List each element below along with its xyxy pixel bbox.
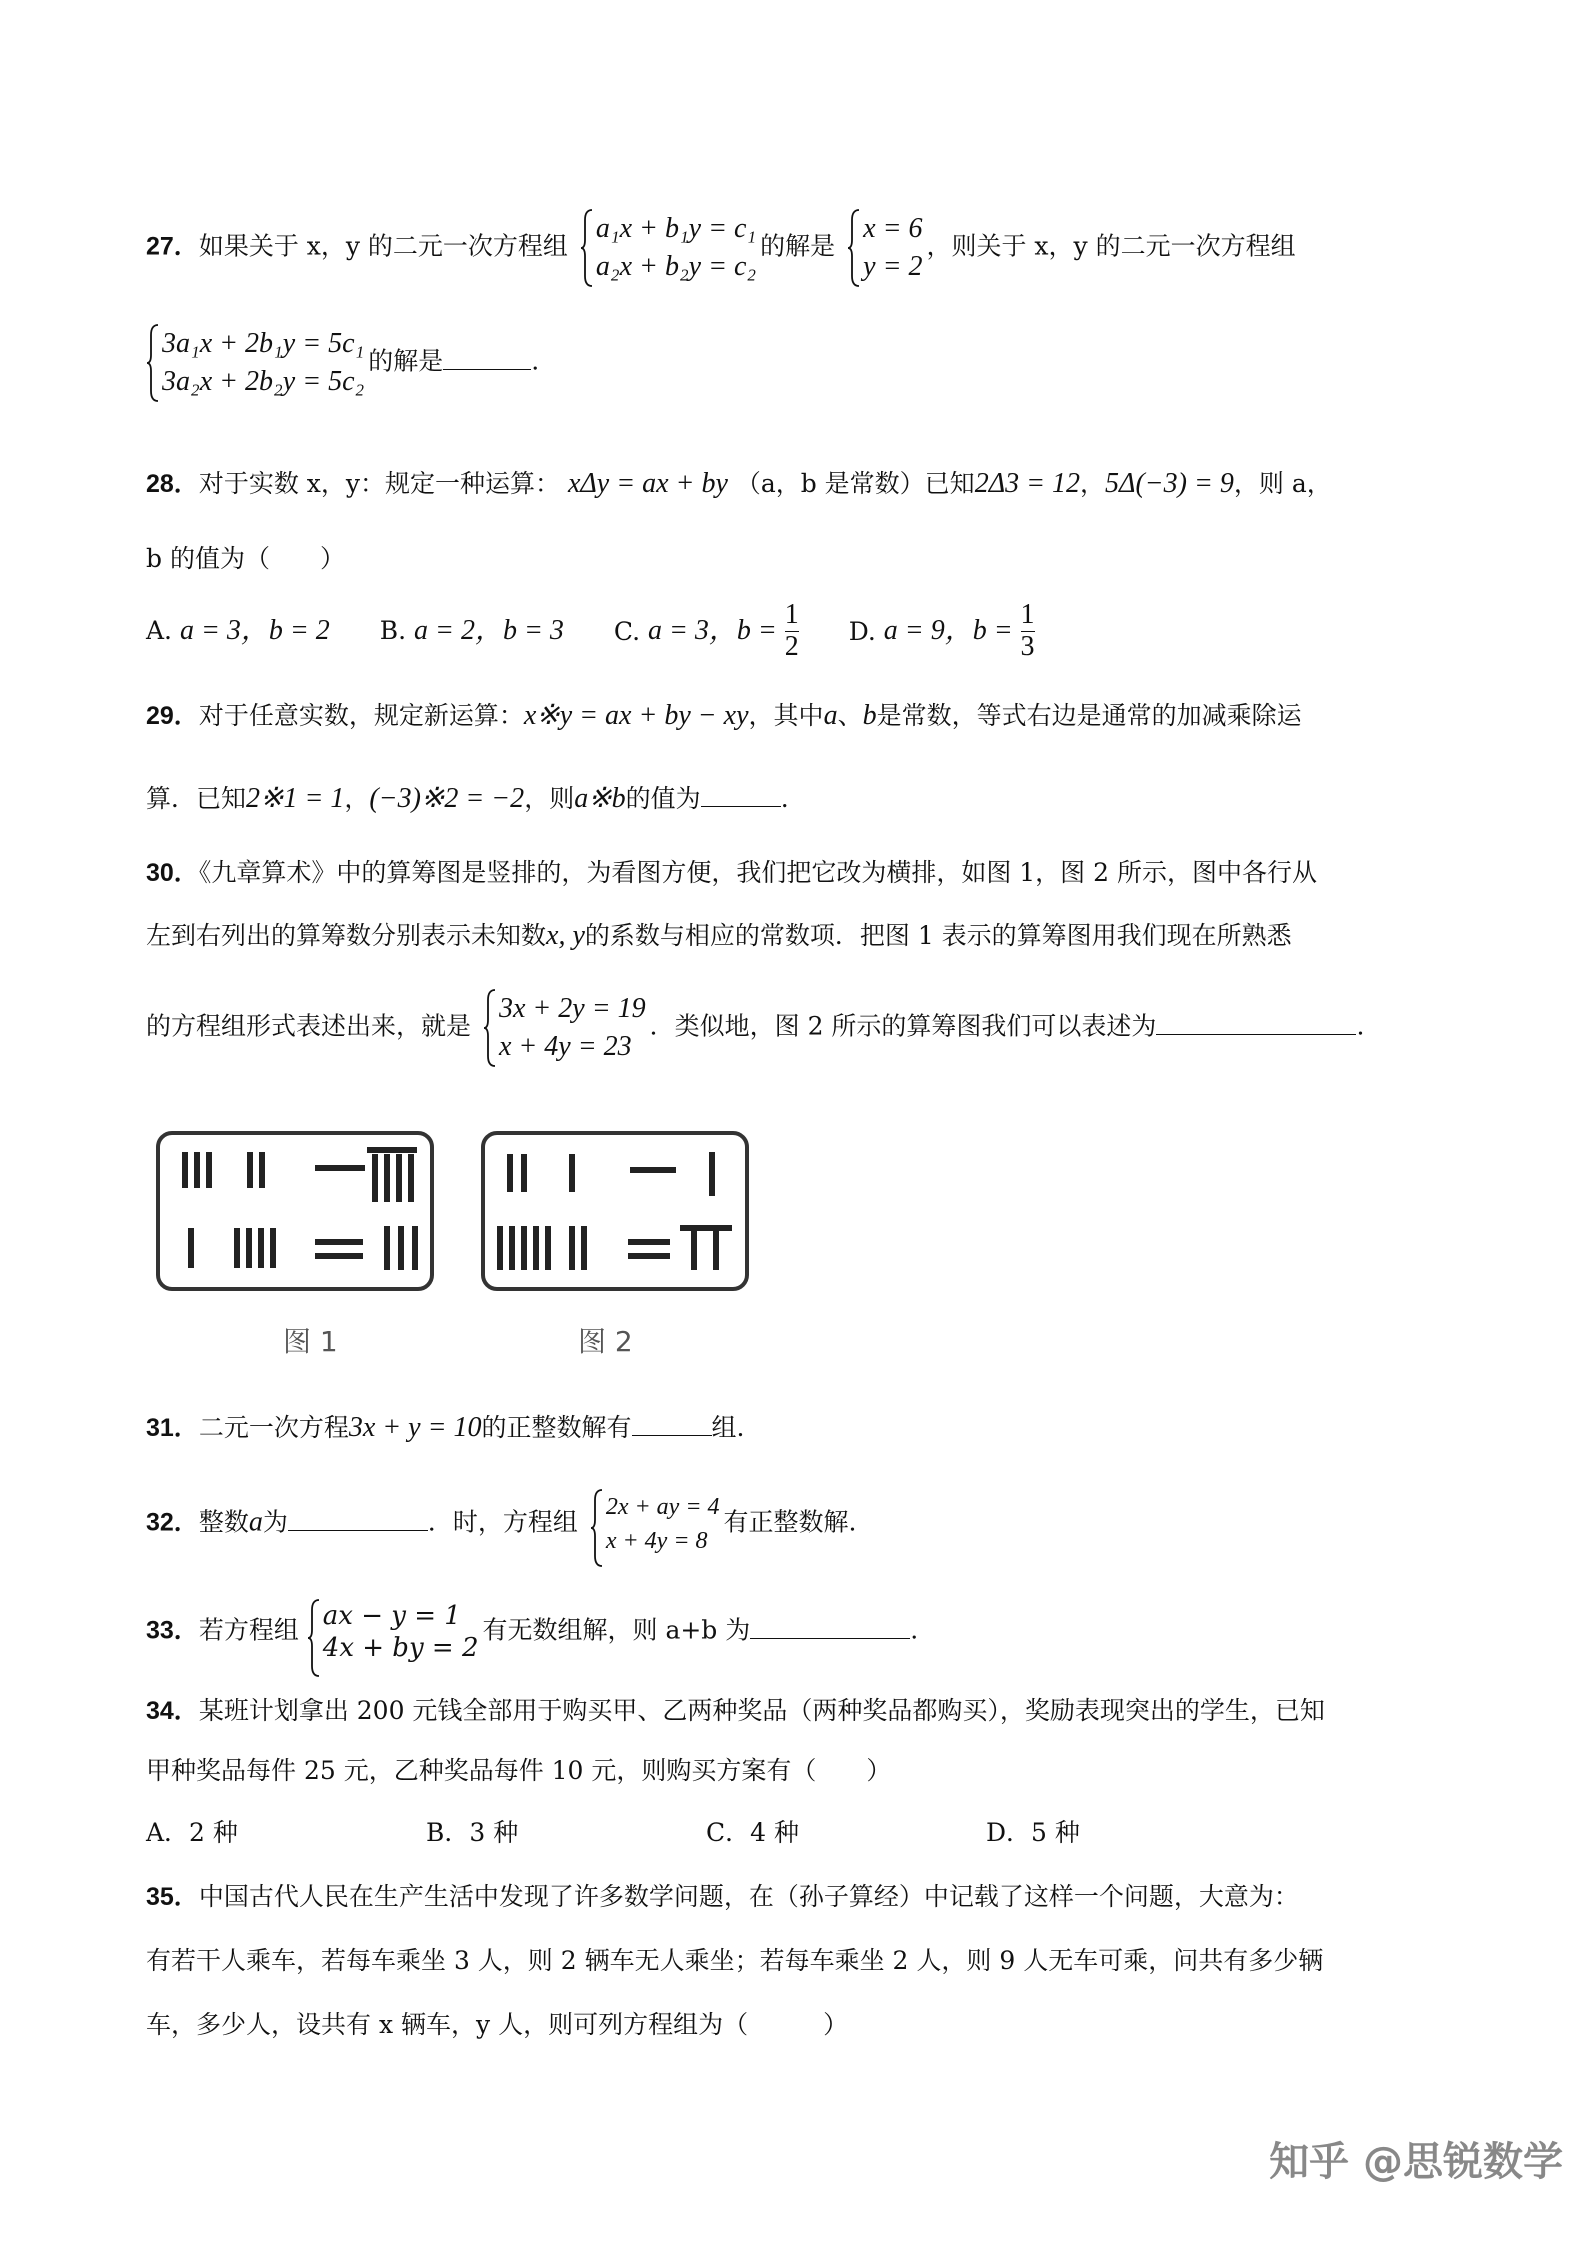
question-number: 32．: [146, 1508, 199, 1537]
question-35-line3: 车，多少人，设共有 x 辆车，y 人，则可列方程组为（ ）: [146, 2010, 849, 2039]
question-number: 27．: [146, 232, 199, 261]
question-28-options: [146, 600, 1146, 663]
option-c[interactable]: C. a = 3，b = $\frac{1}{2}$: [613, 599, 799, 662]
option-b[interactable]: B. a = 2，b = 3: [379, 615, 564, 647]
equation-system: 2x + ay = 4 x + 4y = 8: [590, 1490, 720, 1558]
answer-blank: [632, 1434, 712, 1436]
counting-rod-figure-1: [155, 1130, 435, 1292]
fraction: $\frac{1}{2}$: [784, 599, 799, 662]
question-29: 29．对于任意实数，规定新运算：x※y = ax + by − xy，其中a、b是常数，等式右边是通常的加减乘除运: [146, 700, 1302, 731]
option-a[interactable]: A. a = 3，b = 2: [146, 615, 330, 647]
equation-system: 3x + 2y = 19 x + 4y = 23: [483, 990, 646, 1066]
option-d[interactable]: D．5 种: [986, 1818, 1080, 1847]
answer-blank: [701, 805, 781, 807]
question-number: 35．: [146, 1883, 199, 1911]
answer-blank: [750, 1637, 910, 1639]
question-28: 28．对于实数 x，y：规定一种运算： xΔy = ax + by （a，b 是常数）已知2Δ3 = 12，5Δ(−3) = 9，则 a，: [146, 468, 1332, 499]
brace-icon: [483, 988, 497, 1068]
question-30: 30．《九章算术》中的算筹图是竖排的，为看图方便，我们把它改为横排，如图 1，图 2 所示，图中各行从: [146, 858, 1317, 887]
equation-system: a₁x + b₁y = c₁ a₂x + b₂y = c₂: [580, 210, 756, 286]
brace-icon: [590, 1488, 604, 1568]
question-30-line3: 的方程组形式表述出来，就是 3x + 2y = 19 x + 4y = 23 ．类似地，图 2 所示的算筹图我们可以表述为 .: [146, 990, 1364, 1066]
answer-blank: [288, 1529, 428, 1531]
brace-icon: [307, 1598, 321, 1678]
question-number: 33．: [146, 1616, 199, 1645]
equation-system: ax − y = 1 4x + by = 2: [307, 1600, 479, 1664]
figure-1-caption: 图 1: [283, 1325, 338, 1358]
counting-rod-figure-2: [480, 1130, 750, 1292]
question-28-line2: b 的值为（ ）: [146, 544, 345, 573]
question-27: 27．如果关于 x，y 的二元一次方程组 a₁x + b₁y = c₁ a₂x + b₂y = c₂ 的解是 x = 6 y = 2 ，则关于 x，y 的二元一次方程组: [146, 210, 1296, 286]
question-27-line2: 3a₁x + 2b₁y = 5c₁ 3a₂x + 2b₂y = 5c₂ 的解是 .: [146, 325, 539, 401]
figure-2-caption: 图 2: [578, 1325, 633, 1358]
option-c[interactable]: C．4 种: [706, 1818, 799, 1847]
fraction: $\frac{1}{3}$: [1020, 599, 1035, 662]
question-number: 31．: [146, 1414, 199, 1442]
question-35-line2: 有若干人乘车，若每车乘坐 3 人，则 2 辆车无人乘坐；若每车乘坐 2 人，则 9 人无车可乘，问共有多少辆: [146, 1946, 1324, 1975]
question-34-options: [146, 1820, 1146, 1845]
question-number: 29．: [146, 702, 199, 730]
option-a[interactable]: A．2 种: [146, 1818, 238, 1847]
question-29-line2: 算．已知2※1 = 1，(−3)※2 = −2，则a※b的值为 .: [146, 783, 789, 814]
question-34: 34．某班计划拿出 200 元钱全部用于购买甲、乙两种奖品（两种奖品都购买），奖励表现突出的学生，已知: [146, 1696, 1325, 1725]
watermark: 知乎 @思锐数学: [1269, 2139, 1563, 2185]
answer-blank: [1156, 1033, 1356, 1035]
question-34-line2: 甲种奖品每件 25 元，乙种奖品每件 10 元，则购买方案有（ ）: [146, 1756, 892, 1785]
question-number: 34．: [146, 1697, 199, 1725]
equation-system: 3a₁x + 2b₁y = 5c₁ 3a₂x + 2b₂y = 5c₂: [146, 325, 364, 401]
brace-icon: [580, 208, 594, 288]
question-30-line2: 左到右列出的算筹数分别表示未知数x, y的系数与相应的常数项．把图 1 表示的算筹图用我们现在所熟悉: [146, 920, 1292, 951]
question-number: 28．: [146, 470, 199, 498]
question-number: 30．: [146, 859, 199, 887]
option-b[interactable]: B．3 种: [426, 1818, 519, 1847]
answer-blank: [443, 368, 531, 370]
question-32: 32．整数a为 ．时，方程组 2x + ay = 4 x + 4y = 8 有正整数解.: [146, 1490, 856, 1558]
solution-system: x = 6 y = 2: [847, 210, 922, 286]
brace-icon: [146, 323, 160, 403]
brace-icon: [847, 208, 861, 288]
question-33: 33．若方程组 ax − y = 1 4x + by = 2 有无数组解，则 a+b 为 .: [146, 1600, 918, 1664]
option-d[interactable]: D. a = 9，b = $\frac{1}{3}$: [848, 599, 1035, 662]
question-31: 31．二元一次方程3x + y = 10的正整数解有 组.: [146, 1412, 745, 1443]
question-35: 35．中国古代人民在生产生活中发现了许多数学问题，在（孙子算经）中记载了这样一个问题，大意为：: [146, 1882, 1299, 1911]
